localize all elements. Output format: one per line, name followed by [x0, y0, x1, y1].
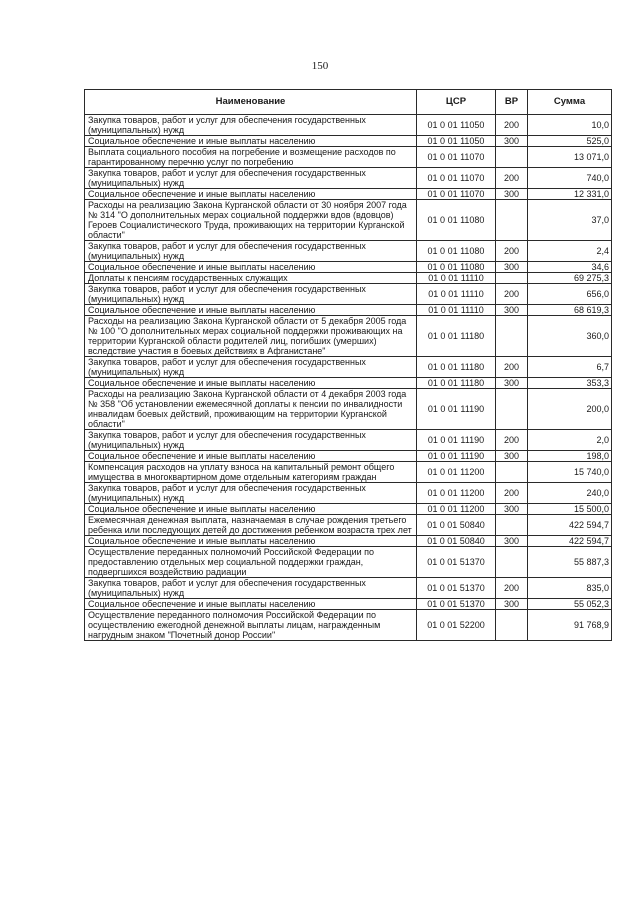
cell-vr: [496, 273, 528, 284]
cell-name: Закупка товаров, работ и услуг для обеспечения государственных (муниципальных) нужд: [85, 578, 417, 599]
table-row: [85, 262, 612, 273]
cell-vr: 300: [496, 305, 528, 316]
table-row: [85, 147, 612, 168]
cell-name: Закупка товаров, работ и услуг для обеспечения государственных (муниципальных) нужд: [85, 284, 417, 305]
cell-name: Социальное обеспечение и иные выплаты населению: [85, 599, 417, 610]
cell-vr: [496, 389, 528, 430]
header-sum: Сумма: [528, 90, 612, 115]
cell-vr: 300: [496, 378, 528, 389]
cell-name: Расходы на реализацию Закона Курганской области от 4 декабря 2003 года № 358 "Об установлении ежемесячной доплаты к пенсии по инвалидности инвалидам боевых действий, проживающим на территории Курганской области": [85, 389, 417, 430]
cell-csr: 01 0 01 11190: [417, 430, 496, 451]
cell-vr: 300: [496, 451, 528, 462]
cell-csr: 01 0 01 11080: [417, 262, 496, 273]
cell-name: Социальное обеспечение и иные выплаты населению: [85, 305, 417, 316]
table-header-row: [85, 90, 612, 115]
cell-csr: 01 0 01 11180: [417, 357, 496, 378]
table-row: [85, 115, 612, 136]
cell-name: Социальное обеспечение и иные выплаты населению: [85, 536, 417, 547]
table-row: [85, 136, 612, 147]
cell-name: Закупка товаров, работ и услуг для обеспечения государственных (муниципальных) нужд: [85, 430, 417, 451]
cell-vr: [496, 316, 528, 357]
cell-sum: 525,0: [528, 136, 612, 147]
table-row: [85, 536, 612, 547]
cell-csr: 01 0 01 11070: [417, 168, 496, 189]
cell-csr: 01 0 01 11070: [417, 147, 496, 168]
cell-sum: 360,0: [528, 316, 612, 357]
cell-csr: 01 0 01 52200: [417, 610, 496, 641]
cell-sum: 15 740,0: [528, 462, 612, 483]
cell-sum: 68 619,3: [528, 305, 612, 316]
cell-csr: 01 0 01 11200: [417, 462, 496, 483]
cell-sum: 37,0: [528, 200, 612, 241]
table-row: [85, 515, 612, 536]
cell-vr: [496, 200, 528, 241]
table-row: [85, 189, 612, 200]
cell-vr: [496, 610, 528, 641]
table-row: [85, 610, 612, 641]
table-row: [85, 357, 612, 378]
cell-csr: 01 0 01 50840: [417, 515, 496, 536]
cell-csr: 01 0 01 51370: [417, 599, 496, 610]
table-row: [85, 378, 612, 389]
header-vr: ВР: [496, 90, 528, 115]
page-number: 150: [311, 60, 329, 72]
cell-csr: 01 0 01 11190: [417, 451, 496, 462]
cell-vr: 300: [496, 189, 528, 200]
cell-vr: [496, 147, 528, 168]
cell-sum: 55 052,3: [528, 599, 612, 610]
table-row: [85, 305, 612, 316]
cell-sum: 740,0: [528, 168, 612, 189]
cell-name: Закупка товаров, работ и услуг для обеспечения государственных (муниципальных) нужд: [85, 241, 417, 262]
cell-csr: 01 0 01 11050: [417, 136, 496, 147]
table-row: [85, 599, 612, 610]
cell-sum: 12 331,0: [528, 189, 612, 200]
cell-sum: 240,0: [528, 483, 612, 504]
cell-csr: 01 0 01 11180: [417, 378, 496, 389]
cell-name: Выплата социального пособия на погребение и возмещение расходов по гарантированному перечню услуг по погребению: [85, 147, 417, 168]
cell-vr: 300: [496, 136, 528, 147]
cell-vr: [496, 515, 528, 536]
cell-name: Осуществление переданного полномочия Российской Федерации по осуществлению ежегодной денежной выплаты лицам, награжденным нагрудным знаком "Почетный донор России": [85, 610, 417, 641]
header-csr: ЦСР: [417, 90, 496, 115]
cell-name: Расходы на реализацию Закона Курганской области от 5 декабря 2005 года № 100 "О дополнительных мерах социальной поддержки проживающих на территории Курганской области родителей лиц, погибших (умерших) вследствие участия в боевых действиях в Афганистане": [85, 316, 417, 357]
cell-sum: 422 594,7: [528, 536, 612, 547]
cell-name: Осуществление переданных полномочий Российской Федерации по предоставлению отдельных мер социальной поддержки граждан, подвергшихся воздействию радиации: [85, 547, 417, 578]
cell-sum: 200,0: [528, 389, 612, 430]
cell-sum: 91 768,9: [528, 610, 612, 641]
cell-vr: 200: [496, 578, 528, 599]
table-body: [85, 115, 612, 641]
cell-sum: 69 275,3: [528, 273, 612, 284]
cell-sum: 2,0: [528, 430, 612, 451]
table-row: [85, 316, 612, 357]
cell-name: Социальное обеспечение и иные выплаты населению: [85, 262, 417, 273]
cell-csr: 01 0 01 11190: [417, 389, 496, 430]
cell-name: Закупка товаров, работ и услуг для обеспечения государственных (муниципальных) нужд: [85, 168, 417, 189]
cell-csr: 01 0 01 11080: [417, 241, 496, 262]
cell-csr: 01 0 01 11200: [417, 483, 496, 504]
cell-sum: 10,0: [528, 115, 612, 136]
table-row: [85, 483, 612, 504]
cell-vr: 200: [496, 168, 528, 189]
cell-name: Компенсация расходов на уплату взноса на капитальный ремонт общего имущества в многоквартирном доме отдельным категориям граждан: [85, 462, 417, 483]
cell-vr: [496, 462, 528, 483]
cell-sum: 2,4: [528, 241, 612, 262]
cell-vr: 300: [496, 262, 528, 273]
table-row: [85, 273, 612, 284]
cell-vr: 200: [496, 430, 528, 451]
cell-csr: 01 0 01 51370: [417, 578, 496, 599]
cell-csr: 01 0 01 11110: [417, 284, 496, 305]
cell-vr: 300: [496, 504, 528, 515]
cell-csr: 01 0 01 51370: [417, 547, 496, 578]
table-row: [85, 168, 612, 189]
cell-sum: 13 071,0: [528, 147, 612, 168]
cell-sum: 34,6: [528, 262, 612, 273]
cell-sum: 6,7: [528, 357, 612, 378]
cell-vr: 200: [496, 241, 528, 262]
cell-vr: 200: [496, 483, 528, 504]
cell-sum: 353,3: [528, 378, 612, 389]
table-row: [85, 200, 612, 241]
table-row: [85, 504, 612, 515]
cell-sum: 55 887,3: [528, 547, 612, 578]
table-row: [85, 389, 612, 430]
cell-vr: [496, 547, 528, 578]
table-row: [85, 462, 612, 483]
cell-csr: 01 0 01 11080: [417, 200, 496, 241]
table-row: [85, 547, 612, 578]
cell-vr: 200: [496, 357, 528, 378]
cell-sum: 656,0: [528, 284, 612, 305]
cell-sum: 15 500,0: [528, 504, 612, 515]
cell-name: Ежемесячная денежная выплата, назначаемая в случае рождения третьего ребенка или последующих детей до достижения ребенком возраста трех лет: [85, 515, 417, 536]
cell-vr: 200: [496, 115, 528, 136]
table-row: [85, 284, 612, 305]
cell-name: Расходы на реализацию Закона Курганской области от 30 ноября 2007 года № 314 "О дополнительных мерах социальной поддержки вдов (вдовцов) Героев Социалистического Труда, проживающих на территории Курганской области": [85, 200, 417, 241]
cell-vr: 300: [496, 536, 528, 547]
table-row: [85, 430, 612, 451]
cell-name: Социальное обеспечение и иные выплаты населению: [85, 378, 417, 389]
table-row: [85, 241, 612, 262]
cell-sum: 198,0: [528, 451, 612, 462]
cell-name: Социальное обеспечение и иные выплаты населению: [85, 136, 417, 147]
cell-csr: 01 0 01 11180: [417, 316, 496, 357]
cell-name: Социальное обеспечение и иные выплаты населению: [85, 504, 417, 515]
cell-csr: 01 0 01 11110: [417, 273, 496, 284]
cell-name: Социальное обеспечение и иные выплаты населению: [85, 451, 417, 462]
cell-sum: 422 594,7: [528, 515, 612, 536]
cell-csr: 01 0 01 11070: [417, 189, 496, 200]
cell-csr: 01 0 01 11110: [417, 305, 496, 316]
table-row: [85, 451, 612, 462]
cell-name: Закупка товаров, работ и услуг для обеспечения государственных (муниципальных) нужд: [85, 483, 417, 504]
cell-name: Закупка товаров, работ и услуг для обеспечения государственных (муниципальных) нужд: [85, 115, 417, 136]
header-name: Наименование: [85, 90, 417, 115]
cell-name: Доплаты к пенсиям государственных служащих: [85, 273, 417, 284]
cell-vr: 300: [496, 599, 528, 610]
cell-csr: 01 0 01 11200: [417, 504, 496, 515]
table-row: [85, 578, 612, 599]
cell-sum: 835,0: [528, 578, 612, 599]
cell-name: Социальное обеспечение и иные выплаты населению: [85, 189, 417, 200]
cell-vr: 200: [496, 284, 528, 305]
cell-csr: 01 0 01 11050: [417, 115, 496, 136]
cell-csr: 01 0 01 50840: [417, 536, 496, 547]
budget-table: [84, 89, 612, 641]
cell-name: Закупка товаров, работ и услуг для обеспечения государственных (муниципальных) нужд: [85, 357, 417, 378]
